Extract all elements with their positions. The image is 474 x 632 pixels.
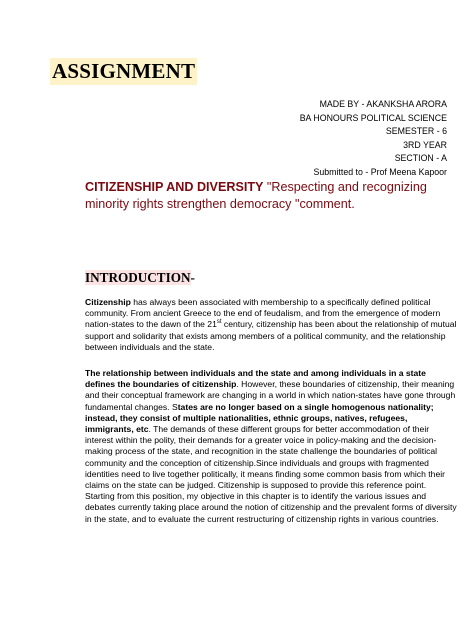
paragraph-bold: The relationship between individuals and the state and among individuals in a state defines the boundaries of citizenship [85,368,426,390]
paragraph-1 [85,297,457,353]
paragraph-bold: tates are no longer based on a single homogenous nationality; instead, they consist of multiple nationalities, ethnic groups, natives, refugees, immigrants, etc [85,401,434,435]
document-title: ASSIGNMENT [52,59,196,83]
paragraph-text: has always been associated with membership to a specifically defined political community. From ancient Greece to the end of feudalism, and from the emergence of modern nation-states to the dawn of the 21 [85,297,441,330]
author-block [300,98,447,179]
section-title-text: INTRODUCTION [85,270,191,285]
author-line: BA HONOURS POLITICAL SCIENCE [299,112,447,123]
title-highlight [50,58,197,85]
section-title-suffix: - [190,270,195,285]
heading-bold: CITIZENSHIP AND DIVERSITY [85,180,264,194]
paragraph-text: . However, these boundaries of citizenship, their meaning and their conceptual framework are changing in a world in which nation-states have gone through fundamental changes. S [85,379,456,412]
superscript: st [216,319,222,326]
paragraph-text: . The demands of these different groups for better accommodation of their interest within the polity, their demands for a greater voice in policy-making and the decision-making process of the state, and recognition in the state challenge the boundaries of political community and the conception of citizenship.Since individuals and groups with fragmented identities need to live together politically, it means finding some common basis from which their claims on the state can be judged. Citizenship is supposed to provide this reference point. Starting from this position, my objective in this chapter is to identify the various issues and debates currently taking place around the notion of citizenship and the prevalent forms of diversity in the state, and to evaluate the current restructuring of citizenship rights in various countries. [85,424,457,524]
paragraph-2 [85,368,457,525]
heading-text: "Respecting and recognizing minority rights strengthen democracy "comment. [85,180,427,211]
paragraph-lead: Citizenship [85,297,131,307]
author-line: Submitted to - Prof Meena Kapoor [313,166,447,177]
author-line: SECTION - A [394,153,447,163]
section-title [85,270,195,286]
paragraph-text: century, citizenship has been about the relationship of mutual support and solidarity that exists among members of a political community, and the relationship between individuals and the state. [85,319,457,352]
assignment-heading [85,179,445,212]
author-line: 3RD YEAR [403,139,447,150]
author-line: SEMESTER - 6 [385,126,447,136]
author-line: MADE BY - AKANKSHA ARORA [319,99,447,109]
